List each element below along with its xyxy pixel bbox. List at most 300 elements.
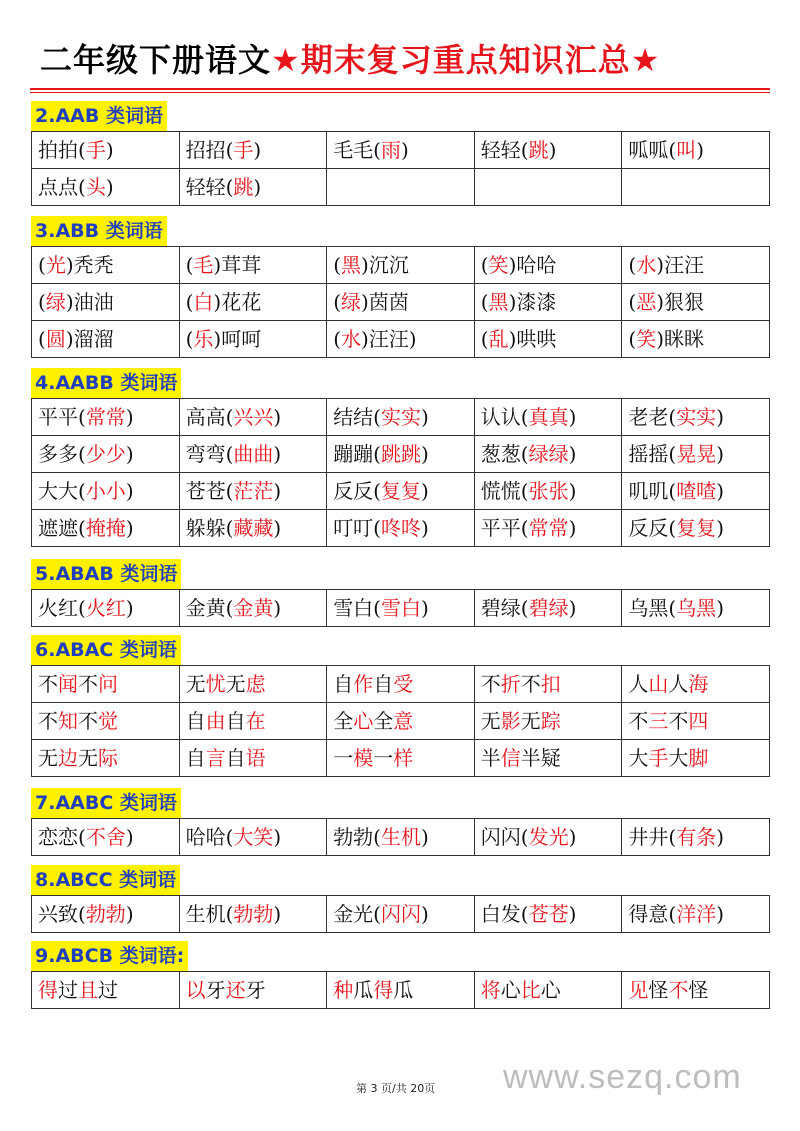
- answer-text: 四: [688, 709, 709, 733]
- word-text: ): [253, 138, 262, 162]
- answer-text: 边: [58, 746, 78, 770]
- table-row: [32, 247, 770, 284]
- word-text: ): [401, 138, 409, 162]
- section: [31, 865, 770, 933]
- word-text: )汪汪): [361, 327, 417, 351]
- word-text: 白发(: [480, 902, 529, 926]
- word-table: [31, 589, 770, 627]
- word-cell: [32, 590, 180, 627]
- word-text: (: [480, 327, 489, 351]
- word-text: (: [333, 253, 341, 277]
- word-text: 慌慌(: [480, 479, 529, 503]
- answer-text: 手: [648, 746, 669, 770]
- table-row: [32, 510, 770, 547]
- word-cell: [327, 321, 475, 358]
- word-text: ): [548, 138, 557, 162]
- word-text: (: [480, 290, 489, 314]
- answer-text: 勃勃: [85, 902, 126, 926]
- word-text: )茸茸: [213, 253, 262, 277]
- word-text: ): [716, 516, 724, 540]
- word-text: ): [273, 516, 282, 540]
- word-text: 不: [628, 709, 649, 733]
- word-text: ): [421, 442, 429, 466]
- answer-text: 得: [38, 978, 58, 1002]
- word-cell: [474, 740, 622, 777]
- word-text: 无: [185, 672, 206, 696]
- answer-text: 少少: [85, 442, 126, 466]
- answer-text: 叫: [676, 138, 697, 162]
- word-text: (: [38, 253, 46, 277]
- word-text: ): [421, 596, 429, 620]
- word-text: 高高(: [185, 405, 234, 429]
- answer-text: 水: [341, 327, 361, 351]
- word-cell: [474, 247, 622, 284]
- answer-text: 乐: [193, 327, 214, 351]
- answer-text: 金黄: [233, 596, 274, 620]
- section-heading: 2.AAB 类词语: [31, 101, 167, 131]
- word-cell: [32, 473, 180, 510]
- word-text: 生机(: [185, 902, 234, 926]
- word-text: 点点(: [38, 175, 86, 199]
- word-text: (: [38, 327, 46, 351]
- word-table: [31, 895, 770, 933]
- section-heading: 8.ABCC 类词语: [31, 865, 180, 895]
- word-text: 半: [480, 746, 501, 770]
- word-cell: [474, 399, 622, 436]
- answer-text: 有条: [676, 825, 717, 849]
- word-text: ): [273, 405, 282, 429]
- word-text: )沉沉: [361, 253, 409, 277]
- word-text: (: [480, 253, 489, 277]
- answer-text: 圆: [45, 327, 66, 351]
- word-table: [31, 398, 770, 547]
- word-text: 闪闪(: [480, 825, 529, 849]
- word-cell: [474, 972, 622, 1009]
- word-text: ): [273, 442, 282, 466]
- answer-text: 勃勃: [233, 902, 274, 926]
- word-text: 自: [225, 709, 246, 733]
- word-cell: [179, 473, 327, 510]
- word-cell: [32, 321, 180, 358]
- word-text: )漆漆: [508, 290, 557, 314]
- word-text: )秃秃: [65, 253, 114, 277]
- answer-text: 茫茫: [233, 479, 274, 503]
- section-heading: 9.ABCB 类词语:: [31, 941, 188, 971]
- word-cell: [327, 247, 475, 284]
- word-text: 不: [78, 709, 98, 733]
- answer-text: 忧: [205, 672, 226, 696]
- word-cell: [32, 399, 180, 436]
- answer-text: 复复: [676, 516, 717, 540]
- answer-text: 由: [205, 709, 226, 733]
- answer-text: 见: [628, 978, 649, 1002]
- word-text: 金光(: [333, 902, 381, 926]
- word-cell: [32, 436, 180, 473]
- word-cell: [32, 819, 180, 856]
- answer-text: 闻: [58, 672, 78, 696]
- word-text: 平平(: [38, 405, 86, 429]
- answer-text: 际: [98, 746, 118, 770]
- word-text: 结结(: [333, 405, 381, 429]
- answer-text: 觉: [98, 709, 118, 733]
- section: [31, 635, 770, 777]
- word-text: 牙: [205, 978, 226, 1002]
- word-text: 反反(: [333, 479, 381, 503]
- word-text: 乌黑(: [628, 596, 677, 620]
- word-text: 多多(: [38, 442, 86, 466]
- answer-text: 火红: [85, 596, 126, 620]
- word-text: ): [716, 479, 724, 503]
- word-text: 招招(: [185, 138, 234, 162]
- word-text: (: [333, 327, 341, 351]
- word-cell: [622, 666, 770, 703]
- word-text: 得意(: [628, 902, 677, 926]
- answer-text: 水: [636, 253, 657, 277]
- answer-text: 藏藏: [233, 516, 274, 540]
- word-cell: [327, 169, 475, 206]
- word-text: ): [568, 405, 577, 429]
- answer-text: 知: [58, 709, 78, 733]
- word-cell: [179, 169, 327, 206]
- answer-text: 毛: [193, 253, 214, 277]
- answer-text: 碧绿: [528, 596, 569, 620]
- word-text: (: [185, 290, 194, 314]
- word-text: ): [716, 596, 724, 620]
- word-text: )溜溜: [65, 327, 114, 351]
- answer-text: 比: [520, 978, 541, 1002]
- word-cell: [622, 321, 770, 358]
- word-text: 全: [333, 709, 354, 733]
- answer-text: 三: [648, 709, 669, 733]
- answer-text: 问: [98, 672, 118, 696]
- answer-text: 作: [353, 672, 374, 696]
- word-text: (: [185, 327, 194, 351]
- word-text: 轻轻(: [480, 138, 529, 162]
- word-cell: [32, 666, 180, 703]
- title-underline-thin: [30, 92, 770, 93]
- word-text: 老老(: [628, 405, 677, 429]
- word-cell: [179, 132, 327, 169]
- word-text: ): [125, 479, 134, 503]
- word-text: )狠狠: [656, 290, 704, 314]
- word-cell: [622, 399, 770, 436]
- section: [31, 941, 770, 1009]
- word-cell: [622, 819, 770, 856]
- word-text: 金黄(: [185, 596, 234, 620]
- title-underline: [30, 88, 770, 90]
- word-text: 叮叮(: [333, 516, 381, 540]
- word-text: 不: [520, 672, 541, 696]
- word-text: 不: [38, 672, 58, 696]
- word-text: ): [421, 516, 429, 540]
- word-cell: [32, 896, 180, 933]
- title-highlight: ★期末复习重点知识汇总★: [271, 41, 661, 79]
- word-text: ): [716, 442, 724, 466]
- answer-text: 模: [353, 746, 374, 770]
- table-row: [32, 972, 770, 1009]
- word-cell: [32, 169, 180, 206]
- word-cell: [327, 666, 475, 703]
- page-title: [40, 40, 780, 80]
- answer-text: 闪闪: [381, 902, 421, 926]
- word-text: )哄哄: [508, 327, 557, 351]
- word-text: ): [273, 902, 282, 926]
- answer-text: 扣: [540, 672, 561, 696]
- word-text: 大: [668, 746, 689, 770]
- word-cell: [474, 896, 622, 933]
- word-text: 大: [628, 746, 649, 770]
- answer-text: 海: [688, 672, 709, 696]
- answer-text: 得: [373, 978, 394, 1002]
- section: [31, 101, 770, 206]
- answer-text: 常常: [528, 516, 569, 540]
- word-text: 毛毛(: [333, 138, 381, 162]
- answer-text: 咚咚: [381, 516, 421, 540]
- word-cell: [32, 247, 180, 284]
- word-text: )眯眯: [656, 327, 704, 351]
- answer-text: 言: [205, 746, 226, 770]
- table-row: [32, 740, 770, 777]
- word-cell: [32, 510, 180, 547]
- word-text: ): [105, 138, 114, 162]
- word-text: ): [716, 405, 724, 429]
- word-cell: [327, 436, 475, 473]
- table-row: [32, 590, 770, 627]
- word-cell: [474, 473, 622, 510]
- word-cell: [622, 132, 770, 169]
- word-cell: [474, 132, 622, 169]
- word-text: 兴致(: [38, 902, 86, 926]
- word-table: [31, 131, 770, 206]
- answer-text: 影: [500, 709, 521, 733]
- word-text: 轻轻(: [185, 175, 234, 199]
- word-cell: [327, 284, 475, 321]
- answer-text: 且: [78, 978, 98, 1002]
- answer-text: 绿绿: [528, 442, 569, 466]
- answer-text: 喳喳: [676, 479, 717, 503]
- word-text: 人: [668, 672, 689, 696]
- answer-text: 种: [333, 978, 354, 1002]
- word-cell: [179, 703, 327, 740]
- word-cell: [32, 972, 180, 1009]
- answer-text: 乱: [488, 327, 509, 351]
- word-text: 苍苍(: [185, 479, 234, 503]
- section: [31, 368, 770, 547]
- answer-text: 手: [85, 138, 106, 162]
- word-text: 自: [373, 672, 394, 696]
- answer-text: 发光: [528, 825, 569, 849]
- word-text: 认认(: [480, 405, 529, 429]
- answer-text: 语: [245, 746, 266, 770]
- answer-text: 实实: [676, 405, 717, 429]
- answer-text: 受: [393, 672, 414, 696]
- word-text: ): [273, 596, 282, 620]
- word-text: ): [421, 825, 429, 849]
- word-table: [31, 818, 770, 856]
- word-text: 不: [78, 672, 98, 696]
- answer-text: 样: [393, 746, 414, 770]
- word-text: ): [421, 479, 429, 503]
- answer-text: 复复: [381, 479, 421, 503]
- answer-text: 苍苍: [528, 902, 569, 926]
- table-row: [32, 284, 770, 321]
- answer-text: 还: [225, 978, 246, 1002]
- page-number: 第 3 页/共 20页: [356, 1082, 436, 1095]
- word-text: ): [125, 902, 134, 926]
- word-cell: [622, 284, 770, 321]
- word-cell: [179, 666, 327, 703]
- word-text: 牙: [245, 978, 266, 1002]
- word-cell: [179, 590, 327, 627]
- section-heading: 5.ABAB 类词语: [31, 559, 181, 589]
- answer-text: 黑: [341, 253, 361, 277]
- word-cell: [179, 247, 327, 284]
- section-heading: 7.AABC 类词语: [31, 788, 181, 818]
- word-text: )花花: [213, 290, 262, 314]
- word-text: 大大(: [38, 479, 86, 503]
- word-text: 心: [540, 978, 561, 1002]
- word-cell: [32, 703, 180, 740]
- answer-text: 常常: [85, 405, 126, 429]
- word-text: 疑: [540, 746, 561, 770]
- answer-text: 掩掩: [85, 516, 126, 540]
- word-cell: [622, 473, 770, 510]
- word-cell: [179, 896, 327, 933]
- word-text: 一: [333, 746, 354, 770]
- answer-text: 光: [45, 253, 66, 277]
- answer-text: 跳: [528, 138, 549, 162]
- word-text: 过: [98, 978, 118, 1002]
- word-text: ): [696, 138, 704, 162]
- word-cell: [474, 284, 622, 321]
- word-text: 无: [225, 672, 246, 696]
- word-text: ): [568, 902, 577, 926]
- word-cell: [327, 399, 475, 436]
- word-cell: [474, 819, 622, 856]
- word-text: 拍拍(: [38, 138, 86, 162]
- word-text: ): [716, 902, 724, 926]
- word-cell: [474, 321, 622, 358]
- answer-text: 生机: [381, 825, 421, 849]
- word-text: 雪白(: [333, 596, 381, 620]
- word-cell: [622, 703, 770, 740]
- word-cell: [622, 169, 770, 206]
- word-cell: [179, 399, 327, 436]
- answer-text: 踪: [540, 709, 561, 733]
- answer-text: 实实: [381, 405, 421, 429]
- word-text: 蹦蹦(: [333, 442, 381, 466]
- word-cell: [179, 819, 327, 856]
- word-text: 弯弯(: [185, 442, 234, 466]
- word-cell: [622, 740, 770, 777]
- word-text: 半: [520, 746, 541, 770]
- answer-text: 兴兴: [233, 405, 274, 429]
- answer-text: 大笑: [233, 825, 274, 849]
- word-text: 怪: [688, 978, 709, 1002]
- word-text: ): [125, 516, 134, 540]
- word-cell: [622, 247, 770, 284]
- word-cell: [474, 703, 622, 740]
- word-table: [31, 665, 770, 777]
- word-text: 无: [480, 709, 501, 733]
- word-text: (: [628, 290, 637, 314]
- answer-text: 乌黑: [676, 596, 717, 620]
- answer-text: 雨: [381, 138, 401, 162]
- word-text: 人: [628, 672, 649, 696]
- word-text: ): [568, 596, 577, 620]
- answer-text: 虑: [245, 672, 266, 696]
- answer-text: 小小: [85, 479, 126, 503]
- word-text: 恋恋(: [38, 825, 86, 849]
- word-text: ): [568, 479, 577, 503]
- word-text: )汪汪: [656, 253, 704, 277]
- answer-text: 真真: [528, 405, 569, 429]
- word-text: (: [38, 290, 46, 314]
- answer-text: 曲曲: [233, 442, 274, 466]
- word-text: ): [125, 442, 134, 466]
- word-text: 反反(: [628, 516, 677, 540]
- word-text: 过: [58, 978, 78, 1002]
- word-text: ): [421, 902, 429, 926]
- word-text: 摇摇(: [628, 442, 677, 466]
- answer-text: 手: [233, 138, 254, 162]
- word-text: 遮遮(: [38, 516, 86, 540]
- answer-text: 恶: [636, 290, 657, 314]
- answer-text: 将: [480, 978, 501, 1002]
- table-row: [32, 321, 770, 358]
- answer-text: 跳: [233, 175, 254, 199]
- word-text: (: [628, 253, 637, 277]
- answer-text: 以: [185, 978, 206, 1002]
- word-text: 自: [333, 672, 354, 696]
- word-text: 碧绿(: [480, 596, 529, 620]
- word-text: 自: [185, 709, 206, 733]
- word-text: ): [105, 175, 114, 199]
- word-text: 无: [38, 746, 58, 770]
- section: [31, 559, 770, 627]
- section-heading: 3.ABB 类词语: [31, 216, 167, 246]
- word-text: 不: [38, 709, 58, 733]
- word-text: 火红(: [38, 596, 86, 620]
- word-text: 瓜: [353, 978, 374, 1002]
- answer-text: 在: [245, 709, 266, 733]
- word-text: 心: [500, 978, 521, 1002]
- word-text: ): [125, 825, 134, 849]
- word-cell: [327, 896, 475, 933]
- word-text: 自: [225, 746, 246, 770]
- word-text: 怪: [648, 978, 669, 1002]
- word-text: 瓜: [393, 978, 414, 1002]
- answer-text: 信: [500, 746, 521, 770]
- word-cell: [32, 284, 180, 321]
- answer-text: 晃晃: [676, 442, 717, 466]
- word-text: 不: [668, 709, 689, 733]
- answer-text: 笑: [636, 327, 657, 351]
- section-heading: 6.ABAC 类词语: [31, 635, 181, 665]
- watermark: www.sezq.com: [503, 1058, 742, 1096]
- word-cell: [179, 740, 327, 777]
- word-text: )哈哈: [508, 253, 557, 277]
- answer-text: 张张: [528, 479, 569, 503]
- answer-text: 心: [353, 709, 374, 733]
- word-text: )油油: [65, 290, 114, 314]
- answer-text: 黑: [488, 290, 509, 314]
- word-cell: [474, 436, 622, 473]
- word-text: 躲躲(: [185, 516, 234, 540]
- answer-text: 脚: [688, 746, 709, 770]
- word-text: 葱葱(: [480, 442, 529, 466]
- word-cell: [622, 510, 770, 547]
